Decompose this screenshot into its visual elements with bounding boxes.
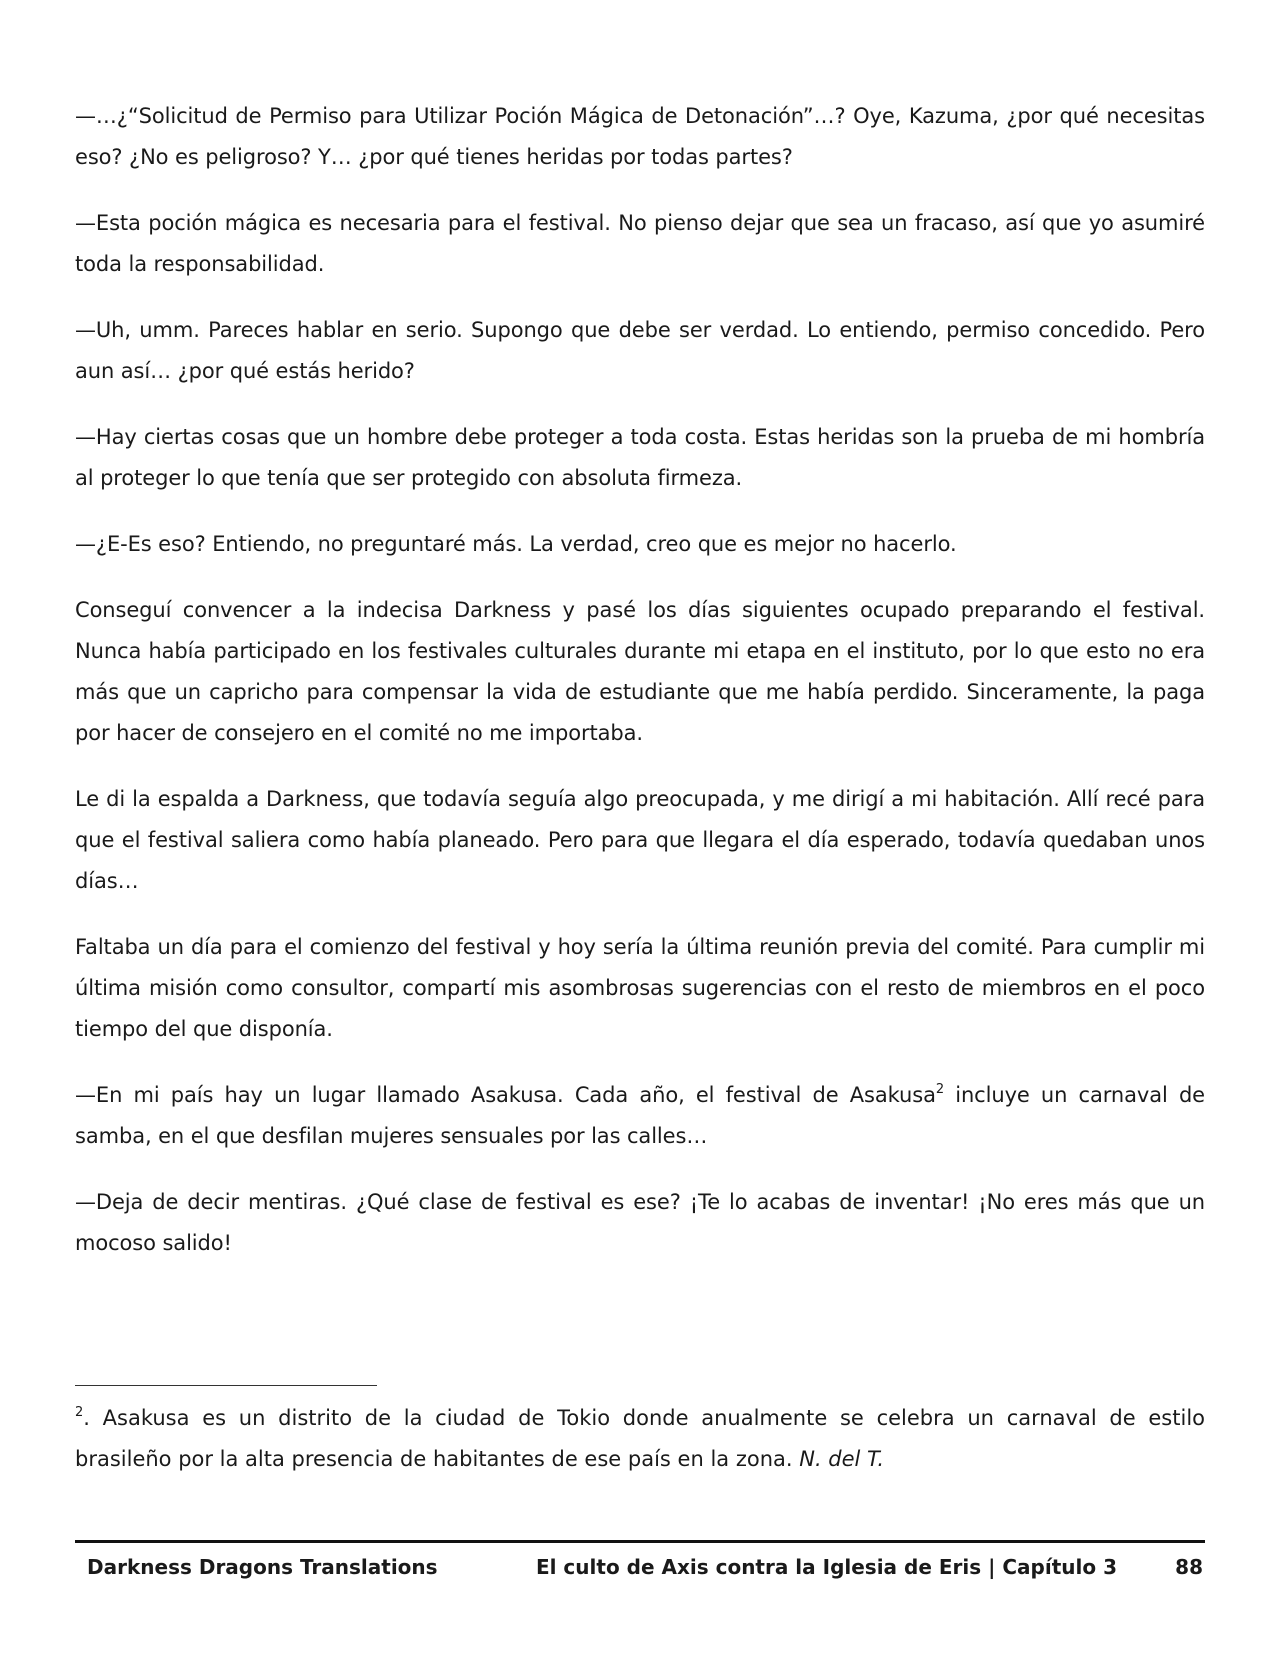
paragraph-6: Conseguí convencer a la indecisa Darkness y pasé los días siguientes ocupado preparando el festival. Nunca había participado en los festivales culturales durante mi etapa en el instituto, por lo que esto no era más que un capricho para compensar la vida de estudiante que me había perdido. Sinceramente, la paga por hacer de consejero en el comité no me importaba. (75, 598, 1205, 745)
footer-chapter-title: El culto de Axis contra la Iglesia de Eris | Capítulo 3 (535, 1555, 1117, 1579)
paragraph-3: —Uh, umm. Pareces hablar en serio. Supongo que debe ser verdad. Lo entiendo, permiso concedido. Pero aun así… ¿por qué estás herido? (75, 318, 1205, 383)
page-footer (75, 1551, 1205, 1585)
page-body (75, 96, 1205, 1289)
footnote-marker: 2 (75, 1405, 84, 1420)
paragraph-asakusa (75, 1075, 1205, 1157)
footer-divider (75, 1540, 1205, 1543)
paragraph-8: Faltaba un día para el comienzo del festival y hoy sería la última reunión previa del comité. Para cumplir mi última misión como consultor, compartí mis asombrosas sugerencias con el resto de miembros en el poco tiempo del que disponía. (75, 935, 1205, 1041)
footnote-reference[interactable]: 2 (935, 1082, 945, 1097)
paragraph-2: —Esta poción mágica es necesaria para el festival. No pienso dejar que sea un fracaso, así que yo asumiré toda la responsabilidad. (75, 211, 1205, 276)
paragraph-7: Le di la espalda a Darkness, que todavía seguía algo preocupada, y me dirigí a mi habitación. Allí recé para que el festival saliera como había planeado. Pero para que llegara el día esperado, todavía quedaban unos días… (75, 787, 1205, 893)
paragraph-5: —¿E-Es eso? Entiendo, no preguntaré más. La verdad, creo que es mejor no hacerlo. (75, 532, 957, 556)
footnote-divider (75, 1385, 377, 1386)
paragraph-last: —Deja de decir mentiras. ¿Qué clase de festival es ese? ¡Te lo acabas de inventar! ¡No eres más que un mocoso salido! (75, 1190, 1205, 1255)
asakusa-text-before: —En mi país hay un lugar llamado Asakusa. Cada año, el festival de Asakusa (75, 1083, 936, 1107)
footer-translator-group: Darkness Dragons Translations (87, 1555, 438, 1579)
asakusa-text-after: incluye un carnaval de samba, en el que desfilan mujeres sensuales por las calles… (75, 1083, 1205, 1148)
footnote (75, 1398, 1205, 1480)
paragraph-4: —Hay ciertas cosas que un hombre debe proteger a toda costa. Estas heridas son la prueba de mi hombría al proteger lo que tenía que ser protegido con absoluta firmeza. (75, 425, 1205, 490)
footnote-text: . Asakusa es un distrito de la ciudad de Tokio donde anualmente se celebra un carnaval de estilo brasileño por la alta presencia de habitantes de ese país en la zona. (75, 1406, 1205, 1471)
paragraph-1: —…¿“Solicitud de Permiso para Utilizar Poción Mágica de Detonación”…? Oye, Kazuma, ¿por qué necesitas eso? ¿No es peligroso? Y… ¿por qué tienes heridas por todas partes? (75, 104, 1205, 169)
page-number: 88 (1175, 1555, 1203, 1579)
translator-note: N. del T. (799, 1447, 885, 1471)
